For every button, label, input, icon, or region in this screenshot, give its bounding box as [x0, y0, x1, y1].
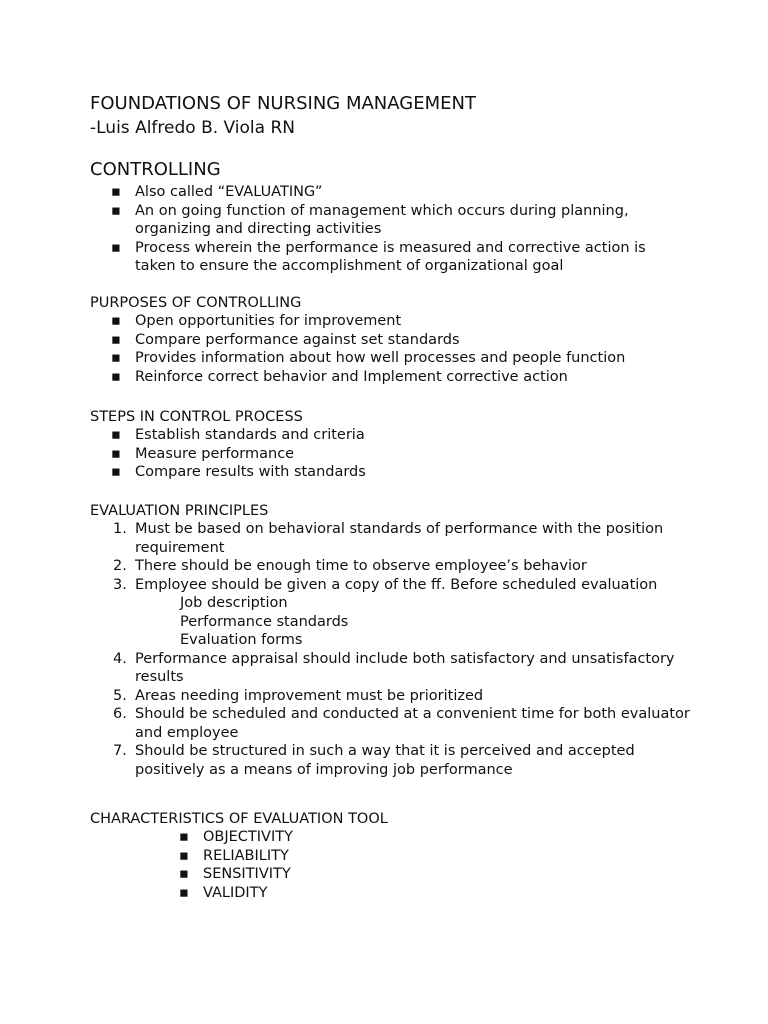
- list-item: ▪ Compare results with standards: [111, 464, 366, 480]
- list-item: ▪ VALIDITY: [179, 884, 268, 901]
- section-principles: [90, 502, 690, 779]
- list-number: 4.: [113, 650, 127, 667]
- list-item: 2. There should be enough time to observe employee’s behavior: [113, 558, 587, 574]
- list-item: ▪ Provides information about how well processes and people function: [111, 350, 626, 366]
- bullet-icon: ▪: [111, 350, 121, 366]
- list-item: ▪ Process wherein the performance is measured and corrective action is taken to ensure the accomplishment of organizational goal: [111, 239, 646, 274]
- sub-item-performance-standards: Performance standards: [180, 613, 349, 630]
- list-item: 1. Must be based on behavioral standards of performance with the position requirement: [113, 521, 664, 556]
- list-number: 3.: [113, 576, 127, 593]
- list-item: ▪ An on going function of management which occurs during planning, organizing and directing activities: [111, 202, 629, 237]
- section-heading-principles: EVALUATION PRINCIPLES: [90, 503, 269, 519]
- bullet-icon: ▪: [179, 866, 189, 882]
- bullet-icon: ▪: [111, 331, 121, 348]
- bullet-icon: ▪: [111, 313, 121, 329]
- section-characteristics: [90, 810, 690, 902]
- list-number: 1.: [113, 521, 127, 537]
- list-item: ▪ Open opportunities for improvement: [111, 313, 402, 329]
- section-heading-characteristics: CHARACTERISTICS OF EVALUATION TOOL: [90, 811, 388, 827]
- controlling-list: [90, 183, 690, 276]
- section-heading-purposes: PURPOSES OF CONTROLLING: [90, 295, 302, 311]
- bullet-icon: ▪: [179, 884, 189, 901]
- list-number: 7.: [113, 743, 127, 759]
- steps-list: [90, 426, 690, 482]
- list-number: 5.: [113, 687, 127, 704]
- list-item: ▪ Compare performance against set standards: [111, 331, 460, 348]
- list-item: 3. Employee should be given a copy of the ff. Before scheduled evaluation: [113, 576, 658, 593]
- bullet-icon: ▪: [111, 202, 121, 219]
- document-author: -Luis Alfredo B. Viola RN: [90, 118, 295, 138]
- list-item: 7. Should be structured in such a way that it is perceived and accepted positively as a means of improving job performance: [113, 743, 635, 778]
- purposes-list: [90, 312, 690, 386]
- list-item: ▪ Measure performance: [111, 445, 295, 462]
- list-number: 6.: [113, 706, 127, 722]
- sub-item-evaluation-forms: Evaluation forms: [180, 632, 303, 648]
- principles-list-continued: [90, 650, 690, 780]
- list-item: ▪ SENSITIVITY: [179, 866, 291, 882]
- list-number: 2.: [113, 558, 127, 574]
- bullet-icon: ▪: [111, 368, 121, 385]
- bullet-icon: ▪: [111, 184, 121, 200]
- bullet-icon: ▪: [111, 445, 121, 462]
- list-item: 5. Areas needing improvement must be prioritized: [113, 687, 484, 704]
- section-heading-steps: STEPS IN CONTROL PROCESS: [90, 409, 303, 425]
- bullet-icon: ▪: [111, 239, 121, 256]
- bullet-icon: ▪: [111, 427, 121, 443]
- document-title: FOUNDATIONS OF NURSING MANAGEMENT: [90, 93, 476, 114]
- list-item: 6. Should be scheduled and conducted at a convenient time for both evaluator and employee: [113, 706, 690, 741]
- list-item: ▪ Reinforce correct behavior and Implement corrective action: [111, 368, 568, 385]
- characteristics-list: [90, 828, 690, 902]
- list-item: 4. Performance appraisal should include both satisfactory and unsatisfactory results: [113, 650, 675, 685]
- list-item: ▪ Establish standards and criteria: [111, 427, 365, 443]
- sub-item-job-description: Job description: [180, 595, 288, 611]
- bullet-icon: ▪: [111, 464, 121, 480]
- bullet-icon: ▪: [179, 847, 189, 864]
- section-heading-controlling: CONTROLLING: [90, 159, 221, 180]
- principles-list: [90, 520, 690, 594]
- list-item: ▪ Also called “EVALUATING”: [111, 184, 323, 200]
- list-item: ▪ RELIABILITY: [179, 847, 289, 864]
- section-steps: [90, 408, 690, 482]
- bullet-icon: ▪: [179, 829, 189, 845]
- section-purposes: [90, 294, 690, 386]
- list-item: ▪ OBJECTIVITY: [179, 829, 293, 845]
- section-controlling: [90, 159, 690, 276]
